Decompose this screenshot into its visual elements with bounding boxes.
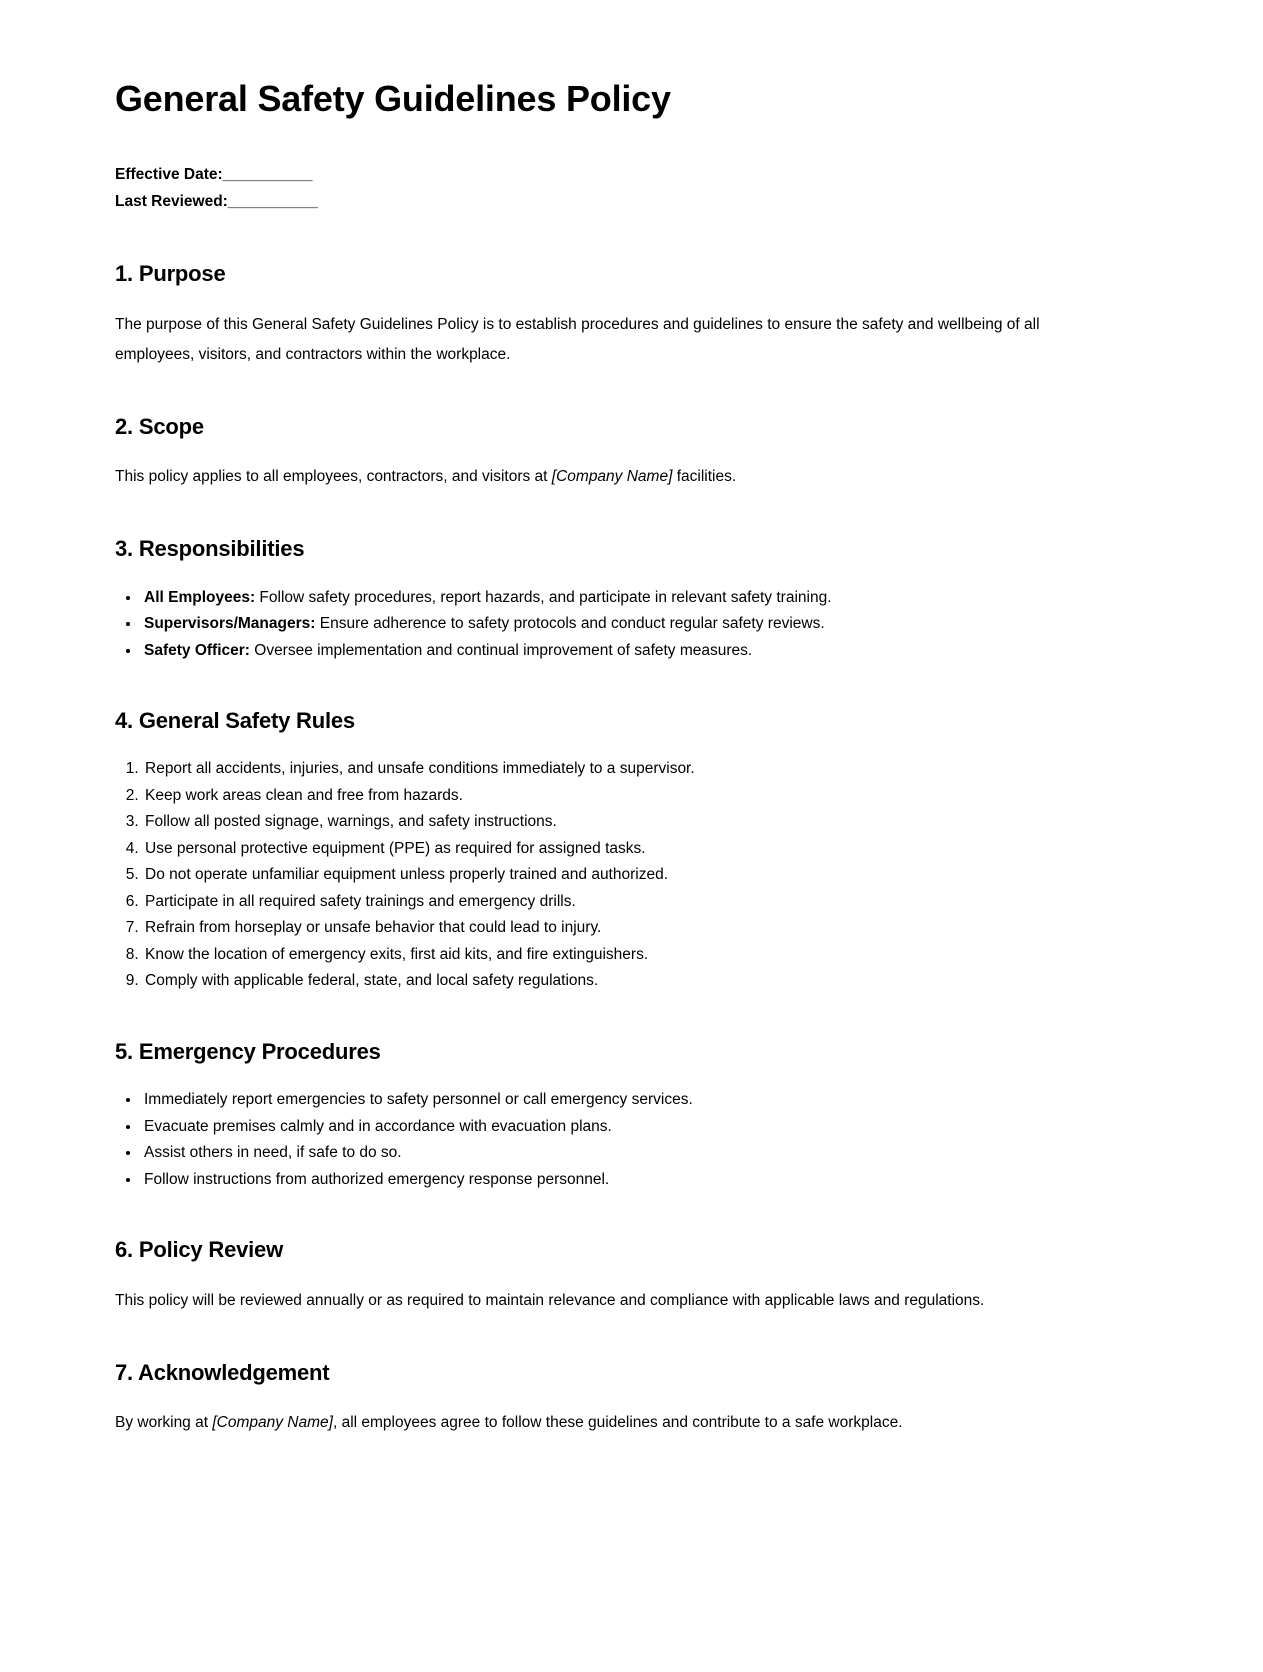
effective-date-blank[interactable]: ___________ (222, 166, 313, 184)
effective-date-label: Effective Date: (115, 166, 223, 184)
policy-review-paragraph: This policy will be reviewed annually or as required to maintain relevance and compliance with applicable laws and regulations. (115, 1291, 985, 1309)
section-purpose (115, 261, 1095, 369)
responsibility-label: Safety Officer: (144, 641, 250, 659)
section-acknowledgement (115, 1360, 1095, 1438)
section-emergency-procedures (115, 1039, 1095, 1193)
last-reviewed-blank[interactable]: ___________ (227, 193, 318, 211)
list-item: 6. Participate in all required safety trainings and emergency drills. (143, 889, 1095, 916)
list-item: 9. Comply with applicable federal, state, and local safety regulations. (143, 968, 1095, 995)
scope-text-after: facilities. (672, 468, 737, 486)
section-heading-policy-review: 6. Policy Review (115, 1237, 283, 1263)
page-title: General Safety Guidelines Policy (115, 78, 671, 119)
purpose-paragraph: The purpose of this General Safety Guidelines Policy is to establish procedures and guidelines to ensure the safety and wellbeing of all employees, visitors, and contractors within the workplace. (115, 315, 1040, 363)
list-item: • Assist others in need, if safe to do so. (141, 1140, 1095, 1167)
page-bottom-spacer (115, 1482, 1095, 1672)
section-general-safety-rules (115, 708, 1095, 995)
list-item: 4. Use personal protective equipment (PPE) as required for assigned tasks. (143, 836, 1095, 863)
last-reviewed-row (115, 188, 1095, 215)
list-item: • Immediately report emergencies to safety personnel or call emergency services. (141, 1087, 1095, 1114)
list-item (141, 585, 1095, 612)
document-meta-fields (115, 161, 1095, 215)
section-heading-general-safety-rules: 4. General Safety Rules (115, 708, 355, 734)
section-heading-responsibilities: 3. Responsibilities (115, 536, 305, 562)
acknowledgement-paragraph (115, 1408, 1087, 1438)
list-item (141, 611, 1095, 638)
section-scope (115, 414, 1095, 492)
section-heading-scope: 2. Scope (115, 413, 204, 439)
section-responsibilities (115, 536, 1095, 664)
list-item (141, 638, 1095, 665)
responsibility-text: Follow safety procedures, report hazards, and participate in relevant safety training. (255, 588, 832, 606)
responsibilities-list (115, 585, 1095, 665)
list-item: • Follow instructions from authorized emergency response personnel. (141, 1167, 1095, 1194)
scope-company-placeholder: [Company Name] (551, 468, 673, 486)
acknowledgement-text-after: , all employees agree to follow these guidelines and contribute to a safe workplace. (332, 1414, 903, 1432)
section-heading-emergency-procedures: 5. Emergency Procedures (115, 1038, 381, 1064)
scope-text-before: This policy applies to all employees, contractors, and visitors at (115, 468, 552, 486)
responsibility-label: Supervisors/Managers: (144, 615, 316, 633)
section-heading-acknowledgement: 7. Acknowledgement (115, 1359, 330, 1385)
effective-date-row (115, 161, 1095, 188)
list-item: 7. Refrain from horseplay or unsafe behavior that could lead to injury. (143, 915, 1095, 942)
list-item: 2. Keep work areas clean and free from hazards. (143, 783, 1095, 810)
responsibility-label: All Employees: (144, 588, 256, 606)
responsibility-text: Ensure adherence to safety protocols and conduct regular safety reviews. (315, 615, 825, 633)
last-reviewed-label: Last Reviewed: (115, 193, 228, 211)
list-item: • Evacuate premises calmly and in accordance with evacuation plans. (141, 1114, 1095, 1141)
general-safety-rules-list (115, 756, 1095, 995)
list-item: 3. Follow all posted signage, warnings, and safety instructions. (143, 809, 1095, 836)
section-policy-review (115, 1237, 1095, 1315)
emergency-procedures-list (115, 1087, 1095, 1193)
section-heading-purpose: 1. Purpose (115, 261, 226, 287)
scope-paragraph (115, 462, 1087, 492)
acknowledgement-company-placeholder: [Company Name] (212, 1414, 333, 1432)
list-item: 5. Do not operate unfamiliar equipment unless properly trained and authorized. (143, 862, 1095, 889)
responsibility-text: Oversee implementation and continual improvement of safety measures. (249, 641, 753, 659)
list-item: 8. Know the location of emergency exits, first aid kits, and fire extinguishers. (143, 942, 1095, 969)
acknowledgement-text-before: By working at (115, 1414, 213, 1432)
list-item: 1. Report all accidents, injuries, and unsafe conditions immediately to a supervisor. (143, 756, 1095, 783)
